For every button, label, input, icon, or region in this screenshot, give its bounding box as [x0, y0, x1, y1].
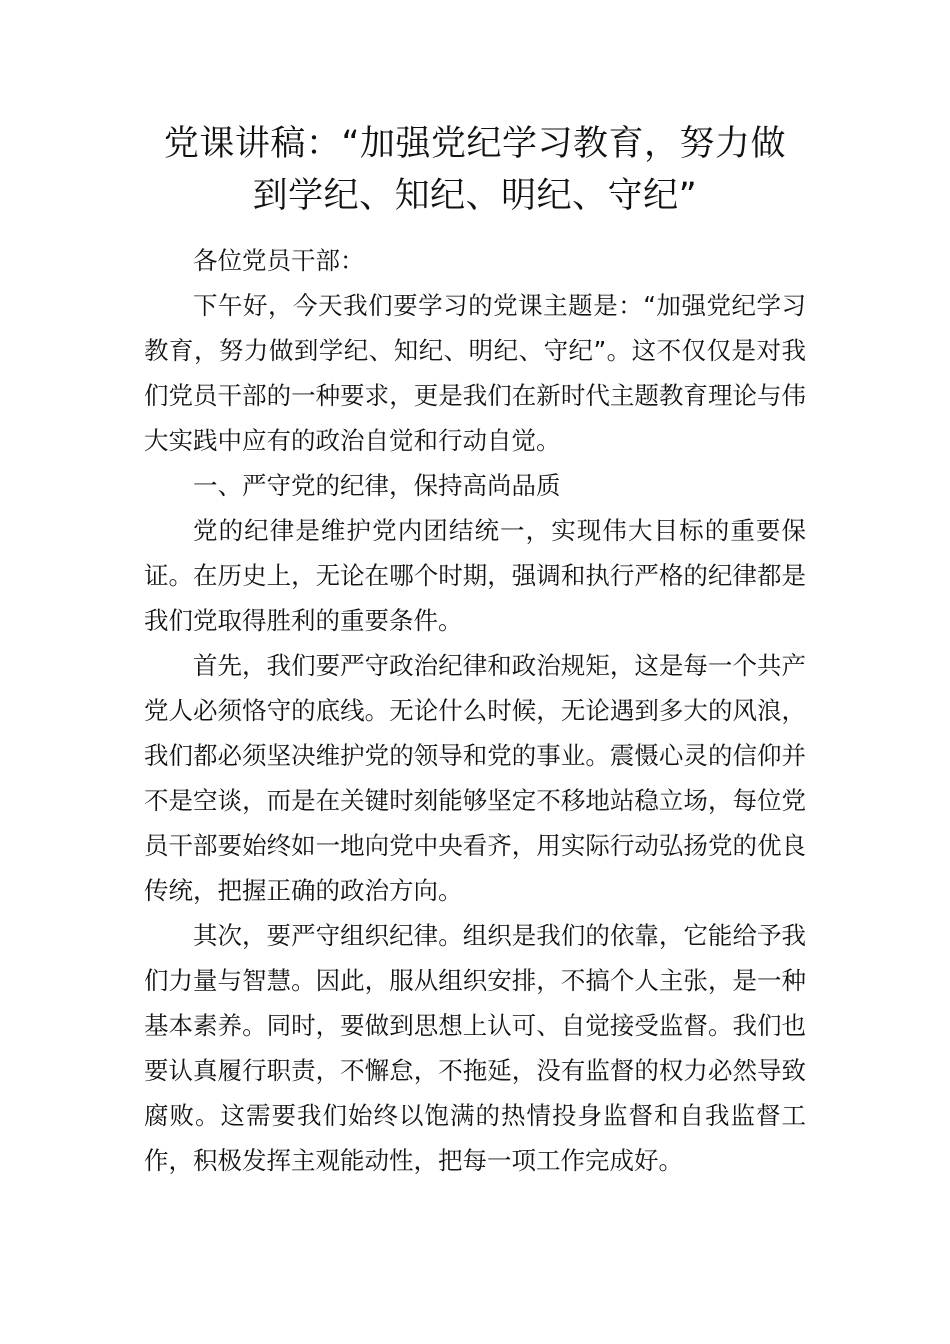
salutation: 各位党员干部： — [193, 246, 365, 275]
document-body — [144, 238, 806, 1183]
section-heading-1: 一、严守党的纪律，保持高尚品质 — [193, 471, 561, 500]
document-title — [120, 118, 830, 222]
paragraph-political-discipline: 首先，我们要严守政治纪律和政治规矩，这是每一个共产党人必须恪守的底线。无论什么时候，无论遇到多大的风浪，我们都必须坚决维护党的领导和党的事业。震慑心灵的信仰并不是空谈，而是在关键时刻能够坚定不移地站稳立场，每位党员干部要始终如一地向党中央看齐，用实际行动弘扬党的优良传统，把握正确的政治方向。 — [144, 651, 806, 905]
paragraph-greeting: 下午好，今天我们要学习的党课主题是：“加强党纪学习教育，努力做到学纪、知纪、明纪、守纪”。这不仅仅是对我们党员干部的一种要求，更是我们在新时代主题教育理论与伟大实践中应有的政治自觉和行动自觉。 — [144, 291, 806, 455]
paragraph-organizational-discipline: 其次，要严守组织纪律。组织是我们的依靠，它能给予我们力量与智慧。因此，服从组织安排，不搞个人主张，是一种基本素养。同时，要做到思想上认可、自觉接受监督。我们也要认真履行职责，不懈怠，不拖延，没有监督的权力必然导致腐败。这需要我们始终以饱满的热情投身监督和自我监督工作，积极发挥主观能动性，把每一项工作完成好。 — [144, 921, 806, 1175]
paragraph-discipline-importance: 党的纪律是维护党内团结统一，实现伟大目标的重要保证。在历史上，无论在哪个时期，强调和执行严格的纪律都是我们党取得胜利的重要条件。 — [144, 516, 806, 635]
title-line-2: 到学纪、知纪、明纪、守纪” — [252, 176, 698, 216]
title-line-1: 党课讲稿：“加强党纪学习教育，努力做 — [163, 124, 787, 164]
